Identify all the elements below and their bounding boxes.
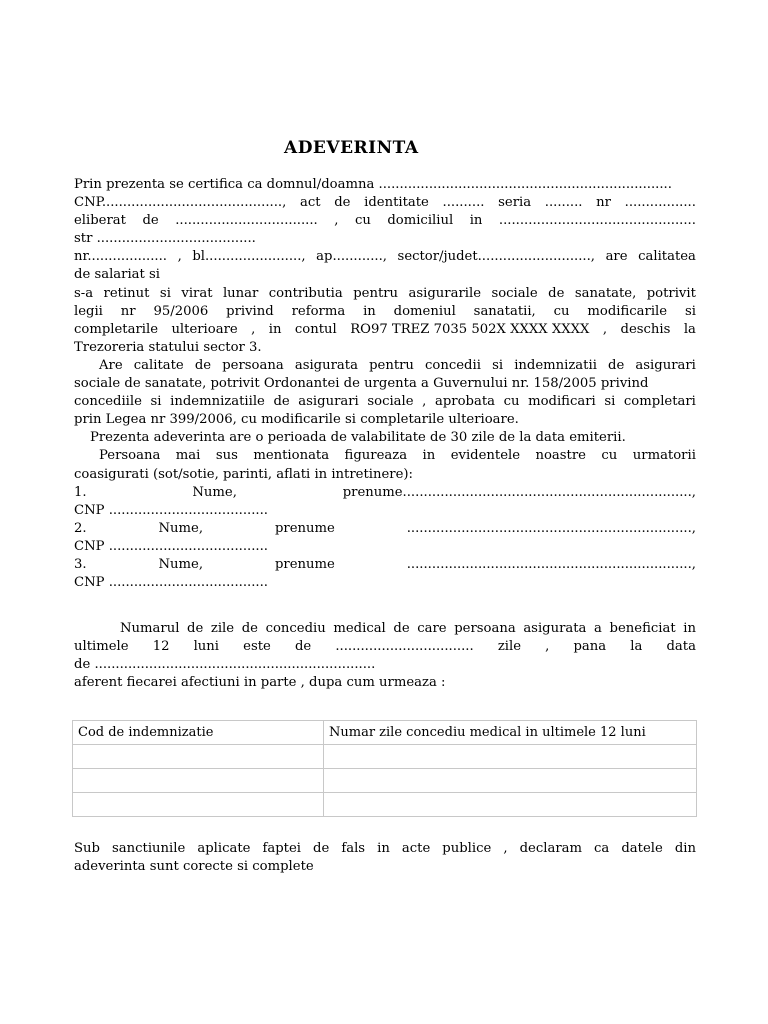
word: CNP..........................................., (74, 195, 287, 211)
word: prenume....................................................................., (342, 484, 696, 500)
word: virat (181, 285, 213, 301)
word: , (334, 213, 339, 229)
word: este (243, 639, 271, 655)
word: reforma (291, 303, 346, 319)
word: cu (503, 394, 520, 410)
coinsured-3-cnp: CNP ...................................... (74, 575, 268, 591)
word: domeniul (393, 303, 456, 319)
word: zile (497, 639, 522, 655)
word: asigurari (635, 357, 696, 373)
word: indemnizatiile (170, 394, 265, 410)
word: s-a (74, 285, 94, 301)
medical-leave-line-1 (74, 620, 696, 638)
word: ap............, (316, 249, 387, 265)
declaration-line-1 (74, 840, 696, 858)
line-9 (74, 321, 696, 339)
word: retinut (103, 285, 150, 301)
word: , (503, 841, 508, 856)
word: faptei (262, 841, 301, 856)
line-1: Prin prezenta se certifica ca domnul/doamna ...................................................................... (74, 177, 672, 192)
word: act (299, 195, 321, 211)
document-title: ADEVERINTA (284, 138, 419, 158)
word: si (150, 394, 162, 410)
line-7 (74, 285, 696, 303)
table-cell (324, 769, 697, 793)
word: in (268, 321, 282, 337)
word: Are (99, 357, 123, 373)
word: la (683, 321, 696, 337)
word: care (417, 621, 447, 637)
word: si (604, 394, 616, 410)
word: pentru (369, 357, 414, 373)
word: de (548, 285, 565, 301)
line-17: coasigurati (sot/sotie, parinti, aflati in intretinere): (74, 466, 413, 482)
word: .................................. (175, 213, 318, 229)
word: 12 (152, 639, 170, 655)
word: , (251, 321, 256, 337)
table-cell (73, 769, 324, 793)
word: eliberat (74, 213, 126, 229)
word: a (594, 621, 602, 637)
coinsured-2 (74, 520, 696, 538)
coinsured-1-cnp: CNP ...................................... (74, 502, 268, 518)
word: in (469, 213, 483, 229)
word: aprobata (434, 394, 495, 410)
word: pentru (353, 285, 399, 301)
table-row (73, 745, 697, 769)
line-12: sociale de sanatate, potrivit Ordonantei de urgenta a Guvernului nr. 158/2005 privind (74, 376, 649, 392)
medical-leave-line-4: aferent fiecarei afectiuni in parte , dupa cum urmeaza : (74, 675, 446, 691)
line-10: Trezoreria statului sector 3. (74, 339, 262, 355)
word: pana (573, 639, 607, 655)
line-11 (74, 357, 696, 375)
table-cell (73, 793, 324, 817)
word: concedii (425, 357, 481, 373)
word: de (334, 195, 351, 211)
word: lunar (222, 285, 259, 301)
word: , (177, 249, 182, 265)
word: ulterioare (171, 321, 238, 337)
word: urmatorii (632, 448, 696, 464)
word: acte (401, 841, 431, 856)
word: beneficiat (609, 621, 676, 637)
word: de (608, 357, 625, 373)
word: Nume, (158, 520, 204, 536)
medical-leave-line-2 (74, 638, 696, 656)
word: data (666, 639, 696, 655)
word: nr (120, 303, 136, 319)
word: sanatatii, (473, 303, 536, 319)
word: publice (442, 841, 492, 856)
word: in (377, 841, 390, 856)
word: ................. (624, 195, 696, 211)
word: sector/judet..........................., (397, 249, 595, 265)
word: potrivit (646, 285, 696, 301)
table-header-days: Numar zile concediu medical in ultimele 12 luni (324, 721, 697, 745)
word: 3. (74, 556, 87, 572)
table-header-row (73, 721, 697, 745)
table-row (73, 793, 697, 817)
word: si (492, 357, 504, 373)
word: si (159, 285, 171, 301)
word: ...................................................................., (406, 520, 696, 536)
word: , (545, 639, 550, 655)
word: ................................. (335, 639, 474, 655)
word: deschis (620, 321, 671, 337)
coinsured-1 (74, 484, 696, 502)
word: bl......................., (192, 249, 306, 265)
word: Nume, (158, 556, 204, 572)
word: evidentele (450, 448, 521, 464)
word: ultimele (74, 639, 129, 655)
coinsured-3 (74, 556, 696, 574)
medical-leave-line-3: de ................................................................... (74, 657, 376, 673)
word: din (674, 841, 696, 856)
word: 1. (74, 484, 87, 500)
word: RO97 TREZ 7035 502X XXXX XXXX (350, 321, 590, 337)
word: domiciliul (387, 213, 454, 229)
word: calitate (133, 357, 184, 373)
word: luni (193, 639, 220, 655)
word: de (187, 621, 204, 637)
word: mai (175, 448, 201, 464)
word: sociale (367, 394, 414, 410)
word: identitate (364, 195, 429, 211)
word: , (422, 394, 427, 410)
table-cell (324, 793, 697, 817)
line-14: prin Legea nr 399/2006, cu modificarile si completarile ulterioare. (74, 412, 519, 428)
table-row (73, 769, 697, 793)
word: cu (601, 448, 618, 464)
word: asigurari (298, 394, 359, 410)
word: in (363, 303, 376, 319)
line-15: Prezenta adeverinta are o perioada de valabilitate de 30 zile de la data emiterii. (90, 430, 626, 446)
word: .......... (442, 195, 485, 211)
word: ...................................................................., (406, 556, 696, 572)
word: 2. (74, 520, 87, 536)
coinsured-2-cnp: CNP ...................................... (74, 538, 268, 554)
word: ca (594, 841, 610, 856)
word: de (313, 841, 330, 856)
word: concediu (265, 621, 326, 637)
word: asigurata (294, 357, 358, 373)
word: de (393, 621, 410, 637)
word: , (602, 321, 608, 337)
line-5 (74, 248, 696, 266)
declaration-line-2: adeverinta sunt corecte si complete (74, 859, 314, 875)
word: privind (226, 303, 274, 319)
word: prenume (274, 556, 335, 572)
word: Persoana (99, 448, 161, 464)
line-3 (74, 212, 696, 230)
word: mentionata (253, 448, 330, 464)
word: sanctiunile (112, 841, 186, 856)
word: completarile (74, 321, 158, 337)
word: in (683, 621, 696, 637)
word: completari (623, 394, 696, 410)
word: noastre (535, 448, 586, 464)
word: sus (215, 448, 238, 464)
indemnity-table (72, 720, 697, 817)
declaration (74, 840, 696, 876)
word: zile (210, 621, 235, 637)
table-cell (324, 745, 697, 769)
table-cell (73, 745, 324, 769)
line-8 (74, 303, 696, 321)
word: ............................................... (498, 213, 696, 229)
word: de (241, 621, 258, 637)
word: si (684, 303, 696, 319)
word: de (294, 639, 312, 655)
word: contributia (268, 285, 343, 301)
word: de (273, 394, 290, 410)
word: declaram (519, 841, 582, 856)
word: persoana (222, 357, 284, 373)
word: Numarul (120, 621, 180, 637)
word: nr................... (74, 249, 167, 265)
word: figureaza (344, 448, 408, 464)
line-2 (74, 194, 696, 212)
word: asigurarile (408, 285, 482, 301)
word: are (605, 249, 628, 265)
word: de (142, 213, 159, 229)
line-13 (74, 393, 696, 411)
word: prenume (274, 520, 335, 536)
word: cu (553, 303, 570, 319)
document-body (74, 176, 696, 693)
word: cu (354, 213, 371, 229)
word: modificarile (587, 303, 668, 319)
line-4: str ...................................... (74, 231, 256, 247)
word: aplicate (197, 841, 251, 856)
word: Nume, (192, 484, 237, 500)
word: concediile (74, 394, 142, 410)
table-header-code: Cod de indemnizatie (73, 721, 324, 745)
word: 95/2006 (153, 303, 209, 319)
word: ......... (544, 195, 583, 211)
word: modificari (528, 394, 596, 410)
word: persoana (454, 621, 516, 637)
word: nr (596, 195, 611, 211)
line-16 (74, 447, 696, 465)
word: sociale (491, 285, 538, 301)
word: indemnizatii (514, 357, 597, 373)
word: de (194, 357, 212, 373)
line-6: de salariat si (74, 267, 161, 283)
word: datele (621, 841, 663, 856)
word: asigurata (523, 621, 587, 637)
word: fals (341, 841, 366, 856)
word: Sub (74, 841, 100, 856)
word: in (422, 448, 436, 464)
word: seria (498, 195, 532, 211)
word: medical (333, 621, 386, 637)
word: contul (294, 321, 337, 337)
word: calitatea (638, 249, 696, 265)
word: legii (74, 303, 103, 319)
word: la (630, 639, 643, 655)
word: sanatate, (574, 285, 637, 301)
